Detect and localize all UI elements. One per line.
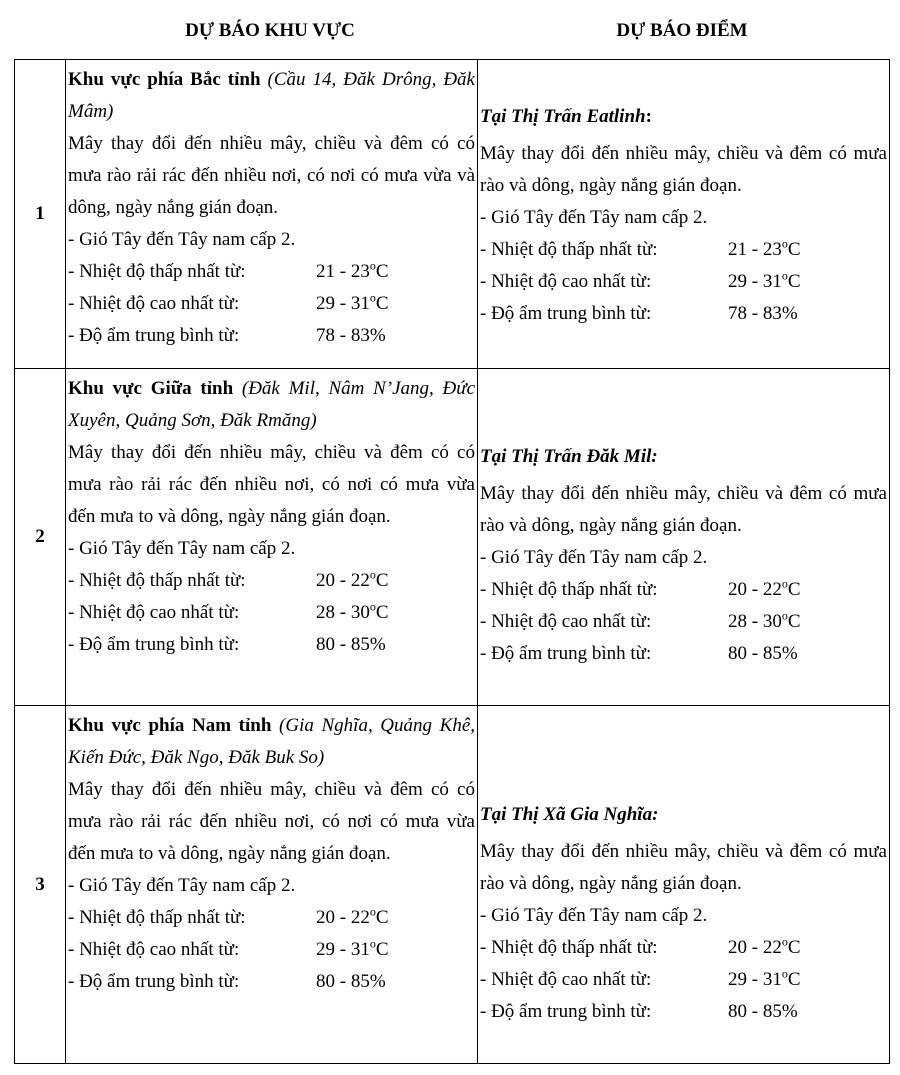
point-forecast-cell [478, 369, 890, 706]
zone-forecast-cell [66, 706, 478, 1064]
table-row [15, 60, 890, 369]
max-temp: - Nhiệt độ cao nhất từ: 29 - 31$^o$C [68, 290, 389, 314]
zone-title: Khu vực phía Bắc tỉnh (Cầu 14, Đăk Drông, Đăk Mâm) [68, 69, 475, 122]
zone-title: Khu vực Giữa tỉnh (Đăk Mil, Nâm N’Jang, Đức Xuyên, Quảng Sơn, Đăk Rmăng) [68, 378, 475, 431]
point-description: Mây thay đổi đến nhiều mây, chiều và đêm có mưa rào và dông, ngày nắng gián đoạn. [480, 143, 887, 196]
point-forecast-header: DỰ BÁO ĐIỂM [616, 20, 748, 41]
min-temp: - Nhiệt độ thấp nhất từ: 20 - 22$^o$C [68, 904, 389, 928]
wind-text: - Gió Tây đến Tây nam cấp 2. [480, 547, 708, 568]
forecast-table [14, 59, 890, 1064]
zone-forecast-header: DỰ BÁO KHU VỰC [185, 20, 355, 41]
max-temp: - Nhiệt độ cao nhất từ: 29 - 31$^o$C [68, 936, 389, 960]
zone-title: Khu vực phía Nam tỉnh (Gia Nghĩa, Quảng Khê, Kiến Đức, Đăk Ngo, Đăk Buk So) [68, 715, 476, 768]
point-description: Mây thay đổi đến nhiều mây, chiều và đêm có mưa rào và dông, ngày nắng gián đoạn. [480, 840, 887, 894]
max-temp: - Nhiệt độ cao nhất từ: 29 - 31$^o$C [480, 268, 801, 292]
point-description: Mây thay đổi đến nhiều mây, chiều và đêm có mưa rào và dông, ngày nắng gián đoạn. [480, 483, 887, 536]
zone-places: (Gia Nghĩa, Quảng Khê, Kiến Đức, Đăk Ngo, Đăk Buk So) [68, 715, 476, 768]
min-temp: - Nhiệt độ thấp nhất từ: 20 - 22$^o$C [480, 934, 801, 958]
point-forecast-cell [478, 706, 890, 1064]
point-title: Tại Thị Trấn Eatlinh: [480, 106, 652, 127]
wind-text: - Gió Tây đến Tây nam cấp 2. [68, 229, 296, 250]
zone-description: Mây thay đổi đến nhiều mây, chiều và đêm có có mưa rào rải rác đến nhiều nơi, có nơi có mưa vừa và dông, ngày nắng gián đoạn. [68, 133, 475, 218]
point-title: Tại Thị Xã Gia Nghĩa: [480, 803, 659, 825]
wind-text: - Gió Tây đến Tây nam cấp 2. [480, 904, 708, 926]
wind-text: - Gió Tây đến Tây nam cấp 2. [68, 538, 296, 559]
wind-text: - Gió Tây đến Tây nam cấp 2. [68, 875, 296, 896]
zone-description: Mây thay đổi đến nhiều mây, chiều và đêm có có mưa rào rải rác đến nhiều nơi, có nơi có mưa vừa đến mưa to và dông, ngày nắng gián đoạn. [68, 442, 475, 527]
zone-places: (Cầu 14, Đăk Drông, Đăk Mâm) [68, 69, 475, 122]
max-temp: - Nhiệt độ cao nhất từ: 29 - 31$^o$C [480, 966, 801, 990]
min-temp: - Nhiệt độ thấp nhất từ: 21 - 23$^o$C [68, 258, 389, 282]
row-number: 1 [15, 60, 66, 369]
humidity: - Độ ẩm trung bình từ: 80 - 85% [480, 1000, 798, 1022]
humidity: - Độ ẩm trung bình từ: 80 - 85% [480, 643, 798, 664]
row-number: 2 [15, 369, 66, 706]
humidity: - Độ ẩm trung bình từ: 78 - 83% [480, 303, 798, 324]
point-forecast-cell [478, 60, 890, 369]
table-row [15, 369, 890, 706]
table-row [15, 706, 890, 1064]
zone-places: (Đăk Mil, Nâm N’Jang, Đức Xuyên, Quảng Sơn, Đăk Rmăng) [68, 378, 475, 431]
wind-text: - Gió Tây đến Tây nam cấp 2. [480, 207, 708, 228]
min-temp: - Nhiệt độ thấp nhất từ: 21 - 23$^o$C [480, 236, 801, 260]
row-number: 3 [15, 706, 66, 1064]
zone-forecast-cell [66, 369, 478, 706]
zone-forecast-cell [66, 60, 478, 369]
humidity: - Độ ẩm trung bình từ: 80 - 85% [68, 634, 386, 655]
point-title: Tại Thị Trấn Đăk Mil: [480, 446, 658, 467]
zone-description: Mây thay đổi đến nhiều mây, chiều và đêm có có mưa rào rải rác đến nhiều nơi, có nơi có mưa vừa đến mưa to và dông, ngày nắng gián đoạn. [68, 779, 475, 864]
min-temp: - Nhiệt độ thấp nhất từ: 20 - 22$^o$C [480, 576, 801, 600]
column-headers [14, 0, 888, 58]
humidity: - Độ ẩm trung bình từ: 78 - 83% [68, 325, 386, 346]
humidity: - Độ ẩm trung bình từ: 80 - 85% [68, 971, 386, 992]
max-temp: - Nhiệt độ cao nhất từ: 28 - 30$^o$C [480, 608, 801, 632]
max-temp: - Nhiệt độ cao nhất từ: 28 - 30$^o$C [68, 599, 389, 623]
min-temp: - Nhiệt độ thấp nhất từ: 20 - 22$^o$C [68, 567, 389, 591]
